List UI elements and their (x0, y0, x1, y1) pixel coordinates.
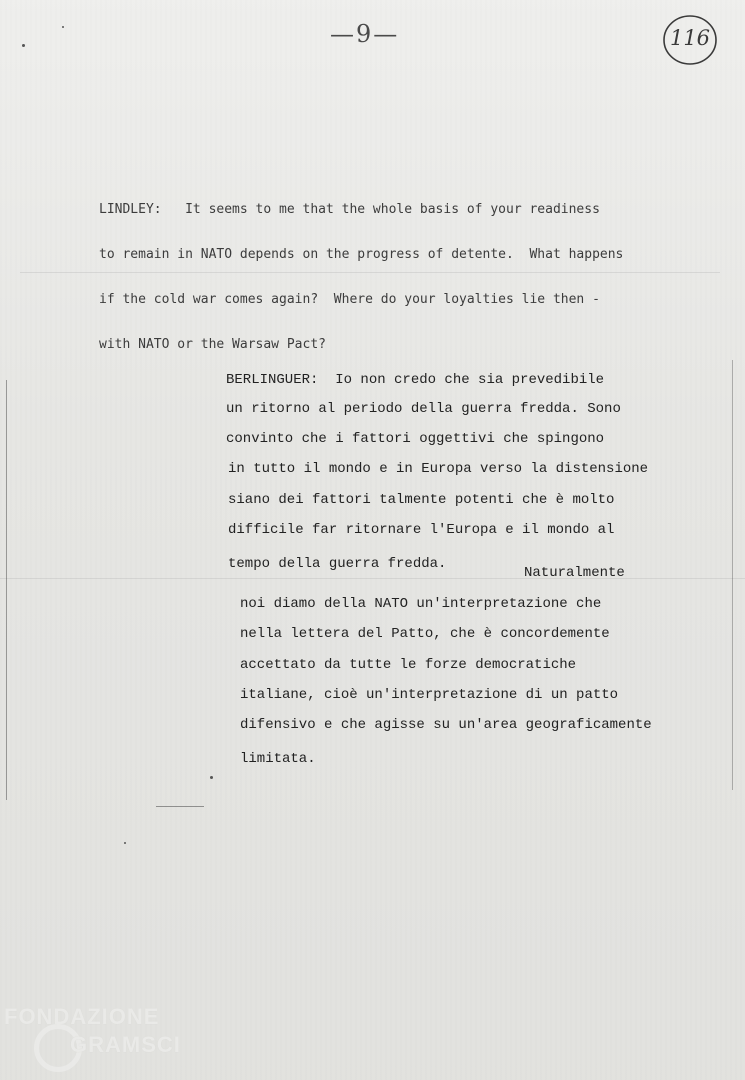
lindley-line: with NATO or the Warsaw Pact? (99, 337, 326, 352)
berlinguer-line: italiane, cioè un'interpretazione di un patto (240, 687, 619, 703)
berlinguer-line: convinto che i fattori oggettivi che spingono (226, 431, 605, 447)
page-edge-left (6, 380, 7, 800)
page-edge-right (732, 360, 733, 790)
berlinguer-line: tempo della guerra fredda. (228, 556, 447, 572)
watermark-line2: GRAMSCI (70, 1032, 181, 1057)
fold-line (0, 578, 745, 579)
folio-stamp (662, 14, 718, 66)
lindley-line: if the cold war comes again? Where do your loyalties lie then - (99, 292, 600, 307)
berlinguer-line: difficile far ritornare l'Europa e il mondo al (228, 522, 615, 538)
berlinguer-line: in tutto il mondo e in Europa verso la distensione (228, 461, 649, 477)
berlinguer-line: accettato da tutte le forze democratiche (240, 657, 577, 673)
ink-speck (124, 842, 126, 844)
ink-speck (22, 44, 25, 47)
ink-speck (210, 776, 213, 779)
berlinguer-line: nella lettera del Patto, che è concordemente (240, 626, 610, 642)
page-number: —9— (330, 20, 400, 48)
berlinguer-line: noi diamo della NATO un'interpretazione che (240, 596, 602, 612)
lindley-line: LINDLEY: It seems to me that the whole basis of your readiness (99, 202, 600, 217)
berlinguer-line: Naturalmente (524, 565, 625, 581)
watermark-line1: FONDAZIONE (4, 1004, 160, 1029)
fold-line (20, 272, 720, 273)
berlinguer-line: difensivo e che agisse su un'area geograficamente (240, 717, 652, 733)
foundation-watermark (4, 1000, 184, 1070)
berlinguer-line: limitata. (240, 751, 316, 767)
berlinguer-line: un ritorno al periodo della guerra fredda. Sono (226, 401, 621, 417)
berlinguer-line: siano dei fattori talmente potenti che è molto (228, 492, 615, 508)
underline-mark (156, 806, 204, 807)
lindley-question (99, 172, 719, 382)
berlinguer-line: BERLINGUER: Io non credo che sia prevedibile (226, 372, 605, 388)
lindley-line: to remain in NATO depends on the progress of detente. What happens (99, 247, 624, 262)
ink-speck (62, 26, 64, 28)
folio-number: 116 (669, 26, 711, 50)
